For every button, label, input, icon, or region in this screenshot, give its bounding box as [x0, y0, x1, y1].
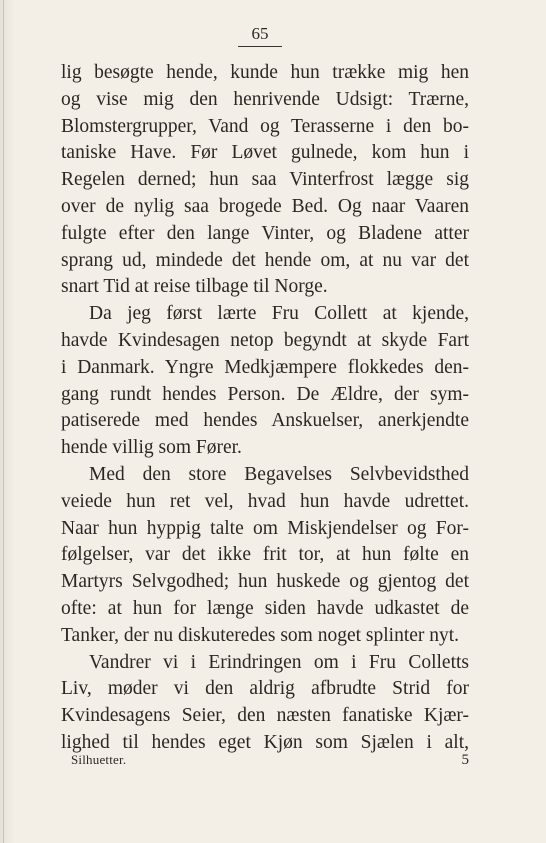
text-line: ofte: at hun for længe siden havde udkastet de	[61, 597, 469, 619]
text-line: i Danmark. Yngre Medkjæmpere flokkedes den-	[61, 356, 469, 378]
text-line: Liv, møder vi den aldrig afbrudte Strid for	[61, 678, 469, 700]
text-line: Martyrs Selvgodhed; hun huskede og gjentog det	[61, 571, 469, 593]
page-footer	[61, 750, 469, 770]
text-line: sprang ud, mindede det hende om, at nu var det	[61, 249, 469, 271]
text-line: lig besøgte hende, kunde hun trække mig hen	[61, 62, 469, 83]
text-line: Regelen derned; hun saa Vinterfrost lægge sig	[61, 169, 469, 191]
text-line: veiede hun ret vel, hvad hun havde udrettet.	[61, 490, 469, 512]
text-line: patiserede med hendes Anskuelser, anerkjendte	[61, 410, 469, 432]
text-line: følgelser, var det ikke frit tor, at hun følte en	[61, 544, 469, 566]
text-line: fulgte efter den lange Vinter, og Bladene atter	[61, 222, 469, 244]
text-line: Kvindesagens Seier, den næsten fanatiske Kjær-	[61, 705, 469, 727]
text-line: havde Kvindesagen netop begyndt at skyde Fart	[61, 329, 469, 351]
text-line: snart Tid at reise tilbage til Norge.	[61, 276, 328, 298]
text-line: Vandrer vi i Erindringen om i Fru Colletts	[89, 651, 469, 673]
text-line: hende villig som Fører.	[61, 437, 242, 459]
body-text	[61, 60, 469, 757]
text-line: gang rundt hendes Person. De Ældre, der sym-	[61, 383, 469, 405]
text-line: lighed til hendes eget Kjøn som Sjælen i alt,	[61, 731, 469, 753]
text-line: Naar hun hyppig talte om Miskjendelser og For-	[61, 517, 469, 539]
text-line: Blomstergrupper, Vand og Terasserne i den bo-	[61, 115, 469, 137]
text-line: taniske Have. Før Løvet gulnede, kom hun i	[61, 142, 469, 164]
text-line: over de nylig saa brogede Bed. Og naar Vaaren	[61, 195, 469, 217]
signature-number: 5	[461, 752, 469, 768]
text-line: og vise mig den henrivende Udsigt: Trærne,	[61, 88, 469, 110]
signature-title: Silhuetter.	[71, 752, 127, 767]
text-line: Da jeg først lærte Fru Collett at kjende,	[89, 303, 469, 325]
page-number: 65	[238, 24, 282, 47]
text-line: Med den store Begavelses Selvbevidsthed	[89, 463, 469, 485]
page-edge-shadow	[3, 0, 4, 843]
text-line: Tanker, der nu diskuteredes som noget splinter nyt.	[61, 624, 460, 646]
